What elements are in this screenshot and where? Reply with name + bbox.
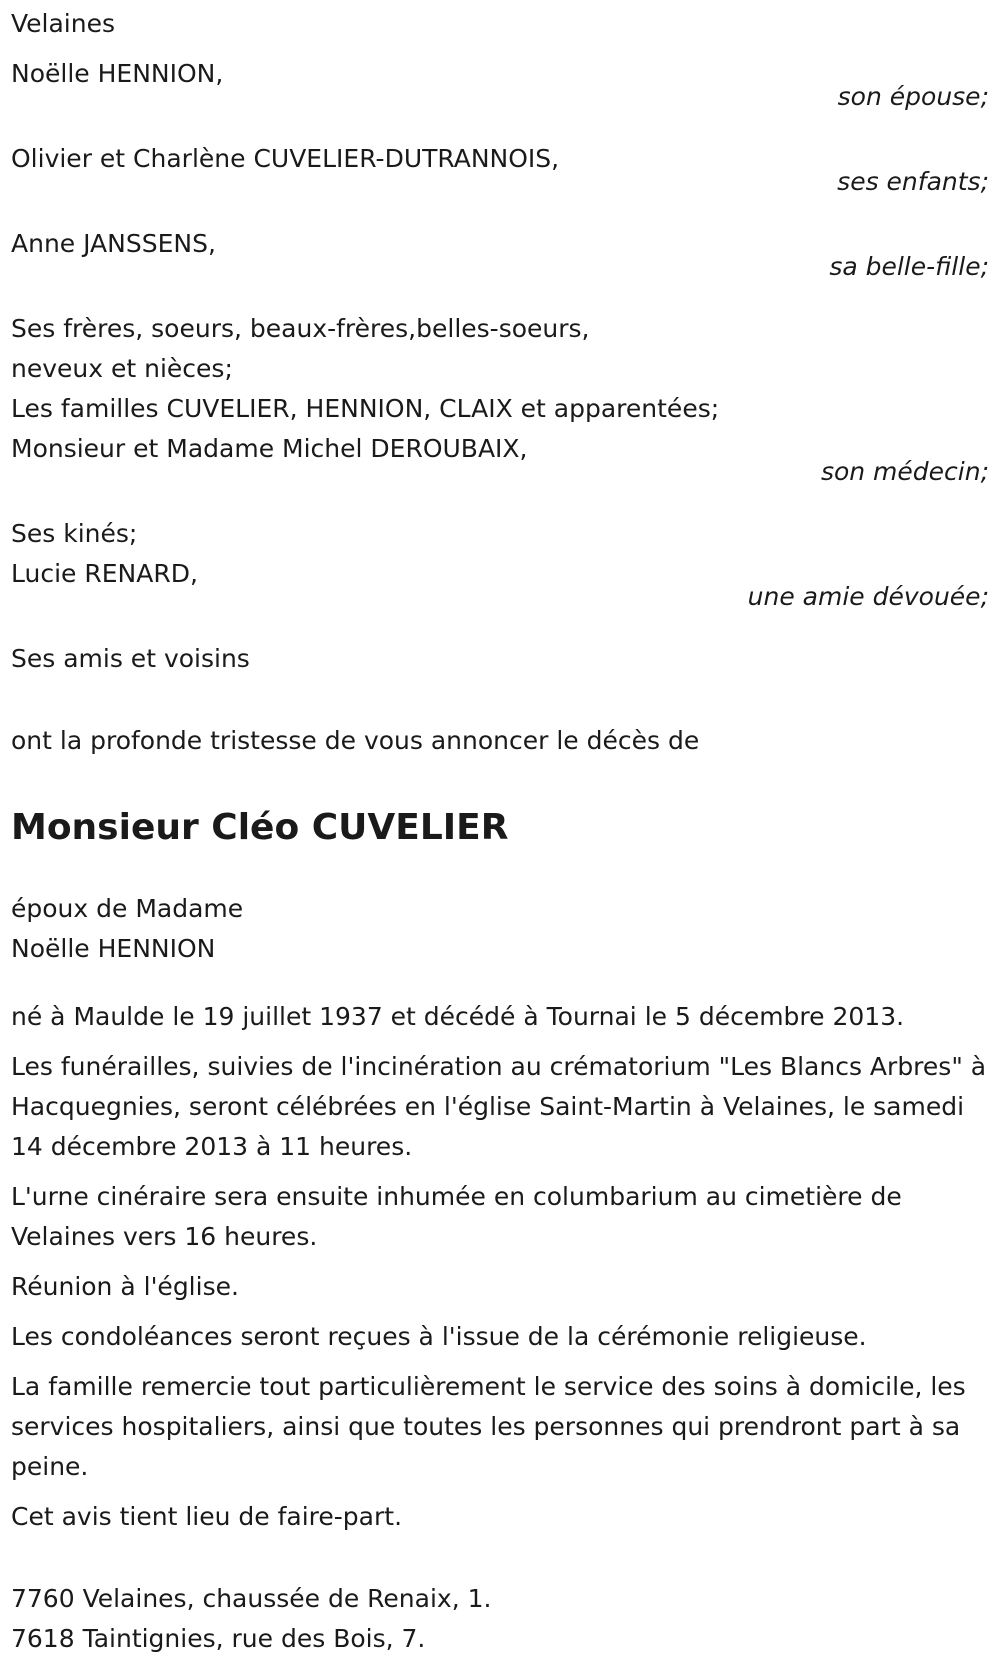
relatives-line: neveux et nièces; bbox=[11, 354, 233, 383]
family-name: Olivier et Charlène CUVELIER-DUTRANNOIS, bbox=[11, 144, 560, 173]
family-name: Anne JANSSENS, bbox=[11, 229, 216, 258]
deceased-name: Monsieur Cléo CUVELIER bbox=[11, 807, 509, 848]
friend-name: Lucie RENARD, bbox=[11, 559, 198, 588]
funeral-paragraph: Les funérailles, suivies de l'incinération au crématorium "Les Blancs Arbres" à Hacquegnies, seront célébrées en l'église Saint-Martin à Velaines, le samedi 14 décembre 2013 à 11 heures. bbox=[11, 1052, 987, 1161]
friends-neighbors: Ses amis et voisins bbox=[11, 644, 250, 673]
spouse-line: Noëlle HENNION bbox=[11, 934, 216, 963]
relatives-line: Ses frères, soeurs, beaux-frères,belles-soeurs, bbox=[11, 314, 590, 343]
relatives-line: Les familles CUVELIER, HENNION, CLAIX et apparentées; bbox=[11, 394, 720, 423]
family-entry-children bbox=[11, 139, 989, 202]
condolences-paragraph: Les condoléances seront reçues à l'issue de la cérémonie religieuse. bbox=[11, 1322, 867, 1351]
details-block bbox=[11, 997, 989, 1537]
spouse-line: époux de Madame bbox=[11, 894, 244, 923]
family-role: ses enfants; bbox=[837, 167, 989, 196]
family-name: Noëlle HENNION, bbox=[11, 59, 224, 88]
urn-paragraph: L'urne cinéraire sera ensuite inhumée en columbarium au cimetière de Velaines vers 16 heures. bbox=[11, 1182, 902, 1251]
family-role: son épouse; bbox=[837, 82, 989, 111]
addresses-block bbox=[11, 1579, 989, 1659]
relatives-line: Monsieur et Madame Michel DEROUBAIX, bbox=[11, 434, 528, 463]
friend-role: une amie dévouée; bbox=[747, 582, 989, 611]
kines-friend-block bbox=[11, 514, 989, 617]
address-line: 7618 Taintignies, rue des Bois, 7. bbox=[11, 1624, 426, 1653]
family-role: sa belle-fille; bbox=[829, 252, 989, 281]
thanks-paragraph: La famille remercie tout particulièrement le service des soins à domicile, les services hospitaliers, ainsi que toutes les personnes qui prendront part à sa peine. bbox=[11, 1372, 966, 1481]
family-entry-daughter-in-law bbox=[11, 224, 989, 287]
obituary-notice bbox=[11, 4, 989, 1659]
birth-death-paragraph: né à Maulde le 19 juillet 1937 et décédé à Tournai le 5 décembre 2013. bbox=[11, 1002, 905, 1031]
relatives-block bbox=[11, 309, 989, 492]
kines-line: Ses kinés; bbox=[11, 519, 138, 548]
notice-paragraph: Cet avis tient lieu de faire-part. bbox=[11, 1502, 403, 1531]
doctor-role: son médecin; bbox=[820, 457, 989, 486]
spouse-block bbox=[11, 889, 989, 969]
address-line: 7760 Velaines, chaussée de Renaix, 1. bbox=[11, 1584, 492, 1613]
header-place: Velaines bbox=[11, 9, 116, 38]
family-entry-spouse bbox=[11, 54, 989, 117]
meeting-paragraph: Réunion à l'église. bbox=[11, 1272, 239, 1301]
announcement-text: ont la profonde tristesse de vous annoncer le décès de bbox=[11, 726, 700, 755]
